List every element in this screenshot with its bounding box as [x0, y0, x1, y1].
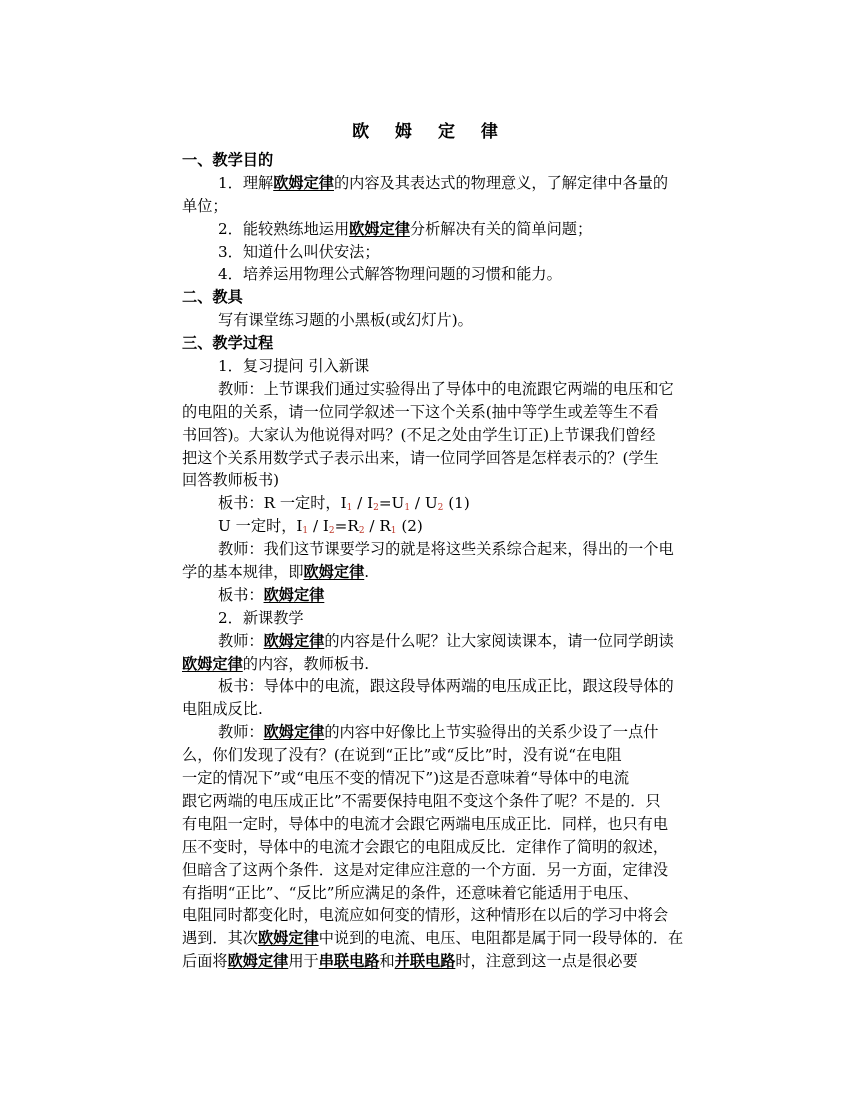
section-heading-teaching-aids: 二、教具 — [182, 288, 243, 307]
text-run: / U — [410, 494, 438, 513]
paragraph-line: 把这个关系用数学式子表示出来，请一位同学回答是怎样表示的？(学生 — [182, 448, 659, 467]
text-run: 的内容中好像比上节实验得出的关系少设了一点什 — [324, 723, 659, 742]
document-body — [182, 149, 730, 973]
blackboard-line: 电阻成反比. — [182, 700, 263, 719]
subscript: 1 — [404, 503, 411, 514]
text-run: 中说到的电流、电压、电阻都是属于同一段导体的．在 — [318, 929, 684, 948]
text-run: (1) — [443, 494, 470, 513]
keyword-ohms-law: 欧姆定律 — [303, 563, 365, 582]
paragraph-line: 有电阻一定时，导体中的电流才会跟它两端电压成正比．同样，也只有电 — [182, 814, 668, 833]
subscript: 2 — [373, 503, 379, 514]
section-heading-process: 三、教学过程 — [182, 334, 274, 353]
objective-item-3: 3．知道什么叫伏安法； — [218, 242, 380, 261]
keyword-series-circuit: 串联电路 — [318, 952, 380, 971]
paragraph-line: 的电阻的关系，请一位同学叙述一下这个关系(抽中等学生或差等生不看 — [182, 402, 659, 421]
keyword-ohms-law: 欧姆定律 — [227, 952, 289, 971]
text-run: =U — [378, 494, 405, 513]
text-run: 教师： — [218, 631, 264, 650]
paragraph-line: 跟它两端的电压成正比”不需要保持电阻不变这个条件了呢？不是的．只 — [182, 791, 661, 810]
formula-2 — [182, 515, 730, 538]
keyword-ohms-law: 欧姆定律 — [263, 585, 325, 604]
keyword-ohms-law: 欧姆定律 — [263, 723, 325, 742]
paragraph-line — [182, 561, 730, 584]
subscript: 1 — [346, 503, 353, 514]
keyword-ohms-law: 欧姆定律 — [257, 929, 319, 948]
text-run: 2．能较熟练地运用 — [218, 219, 350, 238]
objective-item-2 — [182, 218, 730, 241]
text-run: 分析解决有关的简单问题； — [409, 219, 593, 238]
text-run: 遇到．其次 — [182, 929, 258, 948]
paragraph-line — [182, 653, 730, 676]
paragraph-line: 压不变时，导体中的电流才会跟它的电阻成反比．定律作了简明的叙述， — [182, 837, 668, 856]
blackboard-line: 板书：导体中的电流，跟这段导体两端的电压成正比，跟这段导体的 — [218, 677, 674, 696]
keyword-ohms-law: 欧姆定律 — [182, 654, 243, 673]
objective-item-1-cont: 单位； — [182, 196, 228, 215]
text-run: . — [364, 563, 370, 582]
text-run: / R — [364, 517, 391, 536]
section-heading-objectives: 一、教学目的 — [182, 151, 274, 169]
text-run: 的内容及其表达式的物理意义，了解定律中各量的 — [333, 173, 669, 192]
text-run: 教师： — [218, 723, 264, 742]
text-run: 的内容，教师板书. — [242, 654, 370, 673]
text-run: (2) — [396, 517, 423, 536]
paragraph-line: 书回答)。大家认为他说得对吗？(不足之处由学生订正)上节课我们曾经 — [182, 425, 656, 444]
paragraph-line: 电阻同时都变化时，电流应如何变的情形，这种情形在以后的学习中将会 — [182, 906, 668, 925]
text-run: U 一定时，I — [218, 517, 303, 536]
paragraph-line — [182, 721, 730, 744]
text-run: 板书：R 一定时，I — [218, 494, 347, 513]
text-run: / I — [308, 517, 329, 536]
paragraph-line — [182, 630, 730, 653]
text-run: / I — [352, 494, 374, 513]
paragraph-line: 教师：上节课我们通过实验得出了导体中的电流跟它两端的电压和它 — [218, 379, 674, 398]
paragraph-line: 有指明“正比”、“反比”所应满足的条件，还意味着它能适用于电压、 — [182, 883, 639, 902]
blackboard-line — [182, 584, 730, 607]
text-run: 用于 — [288, 952, 319, 971]
subscript: 1 — [390, 526, 397, 537]
text-run: 和 — [379, 952, 395, 971]
subscript: 2 — [437, 503, 444, 514]
formula-1 — [182, 492, 730, 515]
text-run: 板书： — [218, 585, 264, 604]
process-step-1: 1．复习提问 引入新课 — [218, 357, 370, 376]
text-run: =R — [334, 517, 359, 536]
text-run: 的内容是什么呢？让大家阅读课本，请一位同学朗读 — [324, 631, 674, 650]
paragraph-line — [182, 927, 730, 950]
paragraph-line: 教师：我们这节课要学习的就是将这些关系综合起来，得出的一个电 — [218, 540, 674, 559]
text-run: 时，注意到这一点是很必要 — [455, 952, 638, 971]
keyword-ohms-law: 欧姆定律 — [263, 631, 325, 650]
subscript: 2 — [328, 526, 335, 537]
subscript: 1 — [302, 526, 309, 537]
page-title: 欧 姆 定 律 — [352, 122, 508, 142]
process-step-2: 2．新课教学 — [218, 608, 304, 627]
paragraph-line: 但暗含了这两个条件．这是对定律应注意的一个方面．另一方面，定律没 — [182, 860, 668, 879]
paragraph-line: 么，你们发现了没有？(在说到“正比”或“反比”时，没有说“在电阻 — [182, 746, 622, 765]
text-run: 后面将 — [182, 952, 228, 971]
paragraph-line: 一定的情况下”或“电压不变的情况下”)这是否意味着“导体中的电流 — [182, 769, 630, 788]
keyword-ohms-law: 欧姆定律 — [273, 173, 334, 192]
paragraph-line: 回答教师板书) — [182, 471, 280, 490]
teaching-aids-text: 写有课堂练习题的小黑板(或幻灯片)。 — [218, 311, 473, 330]
keyword-parallel-circuit: 并联电路 — [394, 952, 456, 971]
objective-item-4: 4．培养运用物理公式解答物理问题的习惯和能力。 — [218, 265, 562, 284]
subscript: 2 — [358, 526, 365, 537]
keyword-ohms-law: 欧姆定律 — [349, 219, 410, 238]
objective-item-1 — [182, 172, 730, 195]
text-run: 1．理解 — [218, 173, 274, 192]
text-run: 学的基本规律，即 — [182, 563, 304, 582]
paragraph-line — [182, 950, 730, 973]
